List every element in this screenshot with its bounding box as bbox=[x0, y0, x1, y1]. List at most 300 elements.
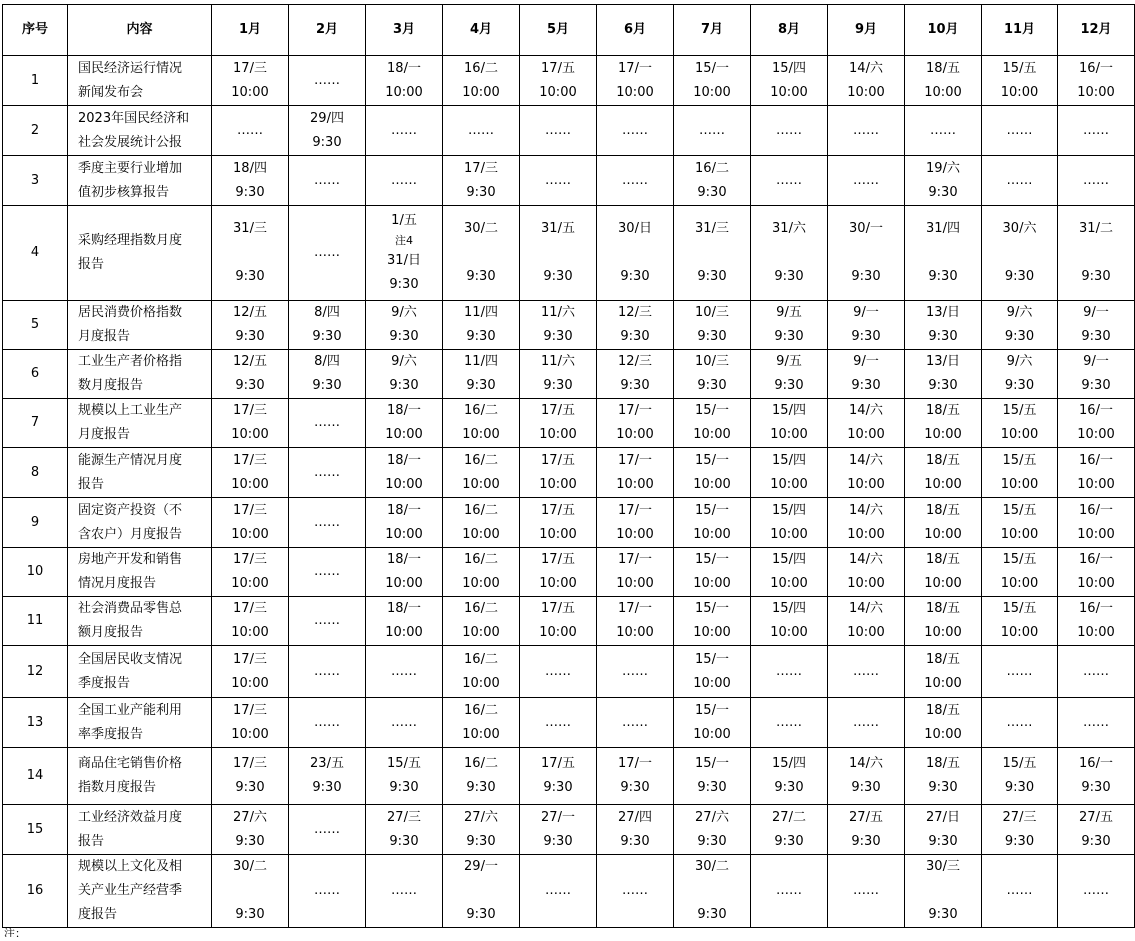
release-date-line: 15/五 bbox=[1002, 601, 1037, 616]
release-date-cell-month-11 bbox=[982, 548, 1058, 597]
release-date-cell-month-4 bbox=[443, 646, 520, 698]
release-date-cell-month-3 bbox=[366, 498, 443, 548]
release-date-line: …… bbox=[1083, 663, 1109, 679]
release-date-line: 10:00 bbox=[462, 675, 500, 691]
release-date-cell-month-2 bbox=[289, 106, 366, 156]
release-date-cell-month-2 bbox=[289, 805, 366, 855]
release-date-cell-month-8 bbox=[751, 56, 828, 106]
release-date-line: 10:00 bbox=[924, 726, 962, 742]
report-name-cell bbox=[68, 805, 212, 855]
release-date-line: …… bbox=[468, 122, 494, 138]
release-date-line: 10:00 bbox=[231, 726, 269, 742]
release-date-line: 18/一 bbox=[387, 502, 421, 518]
release-date-line: 9:30 bbox=[851, 780, 881, 795]
table-row bbox=[3, 748, 1135, 805]
release-date-cell-month-10 bbox=[905, 698, 982, 748]
release-date-line: 10:00 bbox=[385, 526, 423, 542]
release-date-line: 10/三 bbox=[695, 305, 729, 320]
release-date-cell-month-7 bbox=[674, 206, 751, 301]
release-date-line: 10:00 bbox=[462, 84, 500, 100]
release-date-line bbox=[443, 241, 519, 265]
report-name-cell bbox=[68, 448, 212, 498]
report-name-line: 能源生产情况月度 bbox=[78, 452, 183, 468]
release-date-line bbox=[212, 879, 288, 903]
release-date-line: 9:30 bbox=[543, 780, 573, 795]
release-date-cell-month-1 bbox=[212, 350, 289, 399]
release-date-line: 16/二 bbox=[464, 756, 498, 771]
release-date-line: 15/五 bbox=[1002, 502, 1037, 518]
release-date-line: 10:00 bbox=[385, 427, 423, 442]
report-name-line: 规模以上文化及相 bbox=[78, 859, 183, 874]
release-date-line: 9:30 bbox=[1004, 269, 1035, 284]
release-date-cell-month-12 bbox=[1058, 748, 1135, 805]
release-date-cell-month-4 bbox=[443, 748, 520, 805]
release-date-cell-month-7 bbox=[674, 805, 751, 855]
release-date-cell-month-6 bbox=[597, 350, 674, 399]
release-date-line: …… bbox=[545, 172, 571, 188]
release-date-cell-month-1 bbox=[212, 106, 289, 156]
release-date-cell-month-6 bbox=[597, 698, 674, 748]
release-date-cell-month-10 bbox=[905, 855, 982, 928]
release-date-line: 9:30 bbox=[1004, 378, 1035, 393]
release-date-cell-month-12 bbox=[1058, 106, 1135, 156]
release-date-line: …… bbox=[622, 714, 648, 730]
serial-number-cell: 10 bbox=[3, 548, 68, 597]
release-date-cell-month-3 bbox=[366, 597, 443, 646]
release-date-line: 10:00 bbox=[693, 84, 731, 100]
release-date-cell-month-9 bbox=[828, 350, 905, 399]
release-date-line bbox=[443, 879, 519, 903]
release-date-line: 10:00 bbox=[462, 625, 500, 640]
release-date-line bbox=[828, 241, 904, 265]
release-schedule-table bbox=[2, 4, 1135, 928]
release-date-line: 9:30 bbox=[697, 833, 727, 849]
release-date-line: 10:00 bbox=[693, 427, 731, 442]
release-date-cell-month-1 bbox=[212, 855, 289, 928]
release-date-line: 10:00 bbox=[1077, 427, 1115, 442]
release-date-cell-month-10 bbox=[905, 156, 982, 206]
header-month-11: 11月 bbox=[982, 5, 1058, 56]
release-date-line: 9:30 bbox=[235, 833, 265, 849]
release-date-cell-month-4 bbox=[443, 698, 520, 748]
release-date-cell-month-5 bbox=[520, 805, 597, 855]
release-date-cell-month-7 bbox=[674, 56, 751, 106]
release-date-cell-month-11 bbox=[982, 855, 1058, 928]
release-date-line: 14/六 bbox=[849, 601, 883, 616]
release-date-line: 17/一 bbox=[618, 60, 652, 76]
release-date-line: 9/五 bbox=[776, 305, 802, 320]
release-date-line: …… bbox=[545, 883, 571, 898]
release-date-line: 9:30 bbox=[697, 780, 727, 795]
header-month-1: 1月 bbox=[212, 5, 289, 56]
release-date-cell-month-11 bbox=[982, 646, 1058, 698]
release-date-line: 17/三 bbox=[233, 651, 267, 667]
release-date-line: 10:00 bbox=[693, 625, 731, 640]
release-date-cell-month-4 bbox=[443, 206, 520, 301]
table-row bbox=[3, 698, 1135, 748]
release-date-line: 10:00 bbox=[385, 476, 423, 492]
release-date-line: 30/二 bbox=[464, 221, 498, 236]
release-date-line: 10:00 bbox=[1000, 576, 1039, 591]
release-date-cell-month-2 bbox=[289, 206, 366, 301]
release-date-line: …… bbox=[314, 245, 340, 260]
release-date-line: 12/三 bbox=[618, 354, 652, 369]
release-date-line: 10:00 bbox=[616, 625, 654, 640]
release-date-line: …… bbox=[1006, 714, 1033, 730]
release-date-line: 14/六 bbox=[849, 60, 883, 76]
report-name-line: 工业生产者价格指 bbox=[78, 354, 183, 369]
release-date-line: 10:00 bbox=[924, 576, 962, 591]
release-date-cell-month-1 bbox=[212, 301, 289, 350]
release-date-line: …… bbox=[391, 663, 417, 679]
release-date-line: 16/二 bbox=[464, 452, 498, 468]
report-name-line: 工业经济效益月度 bbox=[78, 809, 183, 825]
release-date-line: …… bbox=[776, 172, 802, 188]
release-date-line: 9:30 bbox=[235, 378, 265, 393]
release-date-cell-month-2 bbox=[289, 448, 366, 498]
release-date-line: 10:00 bbox=[924, 675, 962, 691]
release-date-cell-month-10 bbox=[905, 399, 982, 448]
report-name-cell bbox=[68, 206, 212, 301]
release-date-line: …… bbox=[1006, 172, 1033, 188]
release-date-line: 27/四 bbox=[618, 809, 652, 825]
report-name-cell bbox=[68, 597, 212, 646]
report-name-cell bbox=[68, 498, 212, 548]
report-name-cell bbox=[68, 646, 212, 698]
release-date-line: 16/二 bbox=[464, 403, 498, 418]
release-date-line: 16/二 bbox=[464, 702, 498, 718]
release-date-cell-month-12 bbox=[1058, 646, 1135, 698]
release-date-line: 15/四 bbox=[772, 502, 806, 518]
table-header-row bbox=[3, 5, 1135, 56]
release-date-cell-month-8 bbox=[751, 350, 828, 399]
release-date-line: 10:00 bbox=[847, 476, 885, 492]
release-date-line: 9:30 bbox=[928, 833, 958, 849]
report-name-line: 居民消费价格指数 bbox=[78, 305, 183, 320]
release-date-line: 10:00 bbox=[231, 576, 269, 591]
release-date-line: 10:00 bbox=[1077, 84, 1115, 100]
header-month-7: 7月 bbox=[674, 5, 751, 56]
release-date-cell-month-2 bbox=[289, 646, 366, 698]
release-date-line: 9:30 bbox=[697, 184, 727, 200]
release-date-cell-month-7 bbox=[674, 350, 751, 399]
release-date-line: 16/一 bbox=[1079, 60, 1113, 76]
release-date-line: 17/三 bbox=[233, 552, 267, 567]
release-date-line: 29/四 bbox=[310, 110, 344, 126]
release-date-cell-month-11 bbox=[982, 399, 1058, 448]
header-month-9: 9月 bbox=[828, 5, 905, 56]
release-date-cell-month-4 bbox=[443, 106, 520, 156]
release-date-line: 10:00 bbox=[616, 526, 654, 542]
release-date-line: 14/六 bbox=[849, 403, 883, 418]
release-date-line: …… bbox=[853, 663, 879, 679]
release-date-line: 17/一 bbox=[618, 502, 652, 518]
release-date-line: 9:30 bbox=[851, 833, 881, 849]
header-month-10: 10月 bbox=[905, 5, 982, 56]
report-name-line: 值初步核算报告 bbox=[78, 184, 170, 200]
footnote-label: 注： bbox=[4, 928, 26, 937]
release-date-line: 9:30 bbox=[389, 378, 419, 393]
release-date-cell-month-3 bbox=[366, 56, 443, 106]
release-date-line: 15/五 bbox=[1002, 756, 1037, 771]
release-date-cell-month-8 bbox=[751, 597, 828, 646]
table-row bbox=[3, 448, 1135, 498]
release-date-line: 9:30 bbox=[928, 269, 958, 284]
release-date-line: 10:00 bbox=[847, 84, 885, 100]
report-name-line: 采购经理指数月度 bbox=[78, 233, 183, 248]
release-date-line: 9:30 bbox=[466, 907, 496, 922]
release-date-cell-month-7 bbox=[674, 855, 751, 928]
release-date-line: 10:00 bbox=[539, 526, 577, 542]
release-date-cell-month-10 bbox=[905, 498, 982, 548]
release-date-line: 9:30 bbox=[389, 780, 419, 795]
release-date-line: 9:30 bbox=[774, 378, 804, 393]
release-date-cell-month-12 bbox=[1058, 350, 1135, 399]
release-date-cell-month-9 bbox=[828, 597, 905, 646]
serial-number-cell: 15 bbox=[3, 805, 68, 855]
release-date-cell-month-3 bbox=[366, 206, 443, 301]
release-date-line: 19/六 bbox=[926, 160, 960, 176]
release-date-line: 10:00 bbox=[693, 476, 731, 492]
release-date-cell-month-6 bbox=[597, 301, 674, 350]
release-date-cell-month-11 bbox=[982, 597, 1058, 646]
release-date-line: 27/六 bbox=[695, 809, 729, 825]
release-date-cell-month-5 bbox=[520, 698, 597, 748]
release-date-line bbox=[905, 241, 981, 265]
release-date-cell-month-5 bbox=[520, 206, 597, 301]
release-date-line: 10:00 bbox=[693, 576, 731, 591]
release-date-line: …… bbox=[545, 663, 571, 679]
release-date-line: 16/二 bbox=[464, 651, 498, 667]
release-date-line: 17/五 bbox=[541, 502, 575, 518]
release-date-line bbox=[905, 879, 981, 903]
release-date-line: 16/二 bbox=[464, 601, 498, 616]
release-date-line: 9/六 bbox=[391, 354, 417, 369]
release-date-line: 17/五 bbox=[541, 452, 575, 468]
release-date-line: 29/一 bbox=[464, 859, 498, 874]
release-date-line: 9:30 bbox=[312, 378, 342, 393]
release-date-line bbox=[212, 241, 288, 265]
release-date-line: 18/五 bbox=[926, 452, 960, 468]
release-date-cell-month-1 bbox=[212, 498, 289, 548]
release-date-line: 10:00 bbox=[693, 675, 731, 691]
release-date-cell-month-11 bbox=[982, 56, 1058, 106]
release-date-line: 16/一 bbox=[1079, 403, 1113, 418]
release-date-line: 27/三 bbox=[387, 809, 421, 825]
release-date-cell-month-3 bbox=[366, 350, 443, 399]
release-date-line: 9:30 bbox=[928, 907, 958, 922]
serial-number-cell: 11 bbox=[3, 597, 68, 646]
serial-number-cell: 3 bbox=[3, 156, 68, 206]
release-date-cell-month-1 bbox=[212, 206, 289, 301]
release-date-line: 31/四 bbox=[926, 221, 960, 236]
release-date-cell-month-2 bbox=[289, 498, 366, 548]
release-date-line: 10:00 bbox=[1077, 476, 1115, 492]
release-date-line: 27/二 bbox=[772, 809, 806, 825]
release-date-line: 14/六 bbox=[849, 552, 883, 567]
table-row bbox=[3, 156, 1135, 206]
release-date-line: 30/六 bbox=[1002, 221, 1037, 236]
release-date-cell-month-9 bbox=[828, 646, 905, 698]
release-date-line: 9:30 bbox=[928, 329, 958, 344]
release-date-line: 15/五 bbox=[1002, 60, 1037, 76]
release-date-line: …… bbox=[314, 464, 340, 480]
release-date-cell-month-8 bbox=[751, 448, 828, 498]
release-date-line: 17/五 bbox=[541, 756, 575, 771]
release-date-line: 27/六 bbox=[464, 809, 498, 825]
release-date-cell-month-10 bbox=[905, 106, 982, 156]
header-month-3: 3月 bbox=[366, 5, 443, 56]
release-date-cell-month-8 bbox=[751, 156, 828, 206]
release-date-cell-month-11 bbox=[982, 206, 1058, 301]
release-date-line: 14/六 bbox=[849, 502, 883, 518]
release-date-cell-month-6 bbox=[597, 646, 674, 698]
release-date-cell-month-1 bbox=[212, 646, 289, 698]
release-date-line: 8/四 bbox=[314, 354, 340, 369]
release-date-line: 10:00 bbox=[231, 476, 269, 492]
release-date-line: 10:00 bbox=[616, 576, 654, 591]
release-date-cell-month-4 bbox=[443, 855, 520, 928]
release-date-line: 10:00 bbox=[231, 625, 269, 640]
release-date-cell-month-12 bbox=[1058, 301, 1135, 350]
release-date-line: …… bbox=[622, 883, 648, 898]
table-row bbox=[3, 56, 1135, 106]
release-date-line: 17/三 bbox=[233, 702, 267, 718]
release-date-line: 15/五 bbox=[1002, 452, 1037, 468]
release-date-cell-month-12 bbox=[1058, 698, 1135, 748]
release-date-cell-month-1 bbox=[212, 597, 289, 646]
release-date-cell-month-11 bbox=[982, 498, 1058, 548]
release-date-line: 10:00 bbox=[231, 675, 269, 691]
release-date-line: 10:00 bbox=[924, 625, 962, 640]
table-row bbox=[3, 498, 1135, 548]
report-name-line: 关产业生产经营季 bbox=[78, 883, 183, 898]
release-date-line: 17/一 bbox=[618, 552, 652, 567]
release-date-cell-month-3 bbox=[366, 301, 443, 350]
release-date-cell-month-11 bbox=[982, 350, 1058, 399]
release-date-cell-month-8 bbox=[751, 106, 828, 156]
release-date-line: 10:00 bbox=[1077, 625, 1115, 640]
release-date-line: 10:00 bbox=[539, 576, 577, 591]
header-serial-number: 序号 bbox=[3, 5, 68, 56]
release-date-line: 9:30 bbox=[235, 780, 265, 795]
release-date-line: 9:30 bbox=[1081, 378, 1111, 393]
release-date-line: 18/五 bbox=[926, 702, 960, 718]
release-date-line bbox=[520, 241, 596, 265]
release-date-line: 12/三 bbox=[618, 305, 652, 320]
release-date-line: 10:00 bbox=[231, 526, 269, 542]
release-date-cell-month-10 bbox=[905, 646, 982, 698]
release-date-cell-month-10 bbox=[905, 350, 982, 399]
release-date-cell-month-1 bbox=[212, 748, 289, 805]
release-date-cell-month-3 bbox=[366, 646, 443, 698]
release-date-line: 10:00 bbox=[770, 576, 808, 591]
release-date-line: 17/一 bbox=[618, 601, 652, 616]
release-date-line: 12/五 bbox=[233, 354, 267, 369]
release-date-line: …… bbox=[314, 172, 340, 188]
release-date-cell-month-1 bbox=[212, 399, 289, 448]
release-date-line: 31/三 bbox=[233, 221, 267, 236]
release-date-line: 17/三 bbox=[233, 60, 267, 76]
release-date-line: …… bbox=[699, 122, 725, 138]
release-date-line: 17/五 bbox=[541, 60, 575, 76]
release-date-cell-month-6 bbox=[597, 855, 674, 928]
release-date-cell-month-12 bbox=[1058, 156, 1135, 206]
release-date-cell-month-6 bbox=[597, 805, 674, 855]
release-date-line: 15/四 bbox=[772, 452, 806, 468]
release-date-cell-month-3 bbox=[366, 399, 443, 448]
release-date-cell-month-10 bbox=[905, 805, 982, 855]
release-date-line: 27/五 bbox=[849, 809, 883, 825]
release-date-cell-month-8 bbox=[751, 698, 828, 748]
release-date-line: …… bbox=[314, 72, 340, 88]
release-date-line: …… bbox=[853, 172, 879, 188]
serial-number-cell: 6 bbox=[3, 350, 68, 399]
release-date-line: 10:00 bbox=[770, 427, 808, 442]
release-date-cell-month-6 bbox=[597, 597, 674, 646]
release-date-line: 10:00 bbox=[770, 84, 808, 100]
release-date-line: 9:30 bbox=[1004, 780, 1035, 795]
release-date-cell-month-9 bbox=[828, 498, 905, 548]
release-date-line: 30/日 bbox=[618, 221, 652, 236]
report-name-line: 2023年国民经济和 bbox=[78, 110, 190, 126]
release-date-line: 17/三 bbox=[464, 160, 498, 176]
release-date-line: 10:00 bbox=[616, 427, 654, 442]
release-date-cell-month-11 bbox=[982, 805, 1058, 855]
release-date-line: …… bbox=[314, 663, 340, 679]
table-row bbox=[3, 350, 1135, 399]
release-date-cell-month-12 bbox=[1058, 855, 1135, 928]
release-date-cell-month-6 bbox=[597, 498, 674, 548]
release-date-line: 9:30 bbox=[928, 184, 958, 200]
release-date-cell-month-4 bbox=[443, 805, 520, 855]
report-name-cell bbox=[68, 56, 212, 106]
release-date-line: 31/日 bbox=[387, 253, 421, 268]
release-date-line: 9:30 bbox=[620, 833, 650, 849]
release-date-line: 18/四 bbox=[233, 160, 267, 176]
release-date-line: 10:00 bbox=[847, 576, 885, 591]
report-name-line: 率季度报告 bbox=[78, 726, 144, 742]
release-date-line: 30/一 bbox=[849, 221, 883, 236]
release-date-line: …… bbox=[314, 883, 340, 898]
release-date-cell-month-9 bbox=[828, 156, 905, 206]
release-date-line: 18/五 bbox=[926, 403, 960, 418]
release-date-cell-month-6 bbox=[597, 448, 674, 498]
release-date-line: 13/日 bbox=[926, 305, 960, 320]
release-date-cell-month-2 bbox=[289, 301, 366, 350]
release-date-cell-month-1 bbox=[212, 548, 289, 597]
release-date-line: 17/五 bbox=[541, 601, 575, 616]
release-date-cell-month-6 bbox=[597, 748, 674, 805]
report-name-line: 额月度报告 bbox=[78, 625, 144, 640]
release-date-line: 10:00 bbox=[385, 576, 423, 591]
release-date-cell-month-2 bbox=[289, 748, 366, 805]
serial-number-cell: 8 bbox=[3, 448, 68, 498]
release-date-line: 18/五 bbox=[926, 601, 960, 616]
release-date-cell-month-1 bbox=[212, 698, 289, 748]
release-date-cell-month-3 bbox=[366, 805, 443, 855]
release-date-line: 15/一 bbox=[695, 651, 729, 667]
release-date-line: 10:00 bbox=[924, 526, 962, 542]
report-name-line: 全国居民收支情况 bbox=[78, 651, 183, 667]
release-date-line: 10:00 bbox=[847, 526, 885, 542]
header-content: 内容 bbox=[68, 5, 212, 56]
serial-number-cell: 2 bbox=[3, 106, 68, 156]
release-date-line: 9:30 bbox=[620, 378, 650, 393]
release-date-cell-month-8 bbox=[751, 646, 828, 698]
release-date-cell-month-6 bbox=[597, 156, 674, 206]
release-date-line: …… bbox=[1006, 663, 1033, 679]
